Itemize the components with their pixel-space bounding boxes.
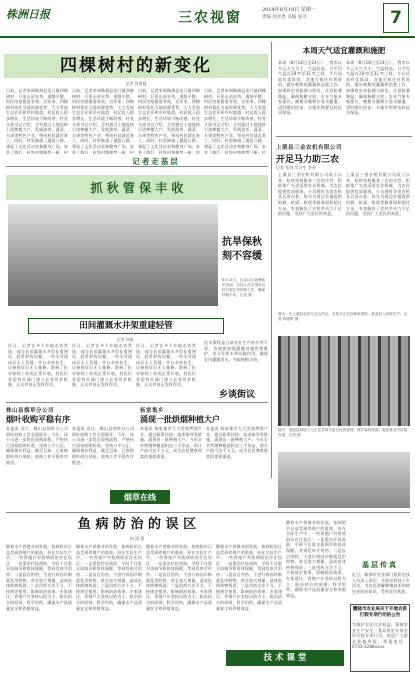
banner-body-col-1: 近日，记者在多个乡镇走访发现，部分农田灌溉水井存在重建设、轻管护的问题。一些水井建成后无人管理，井口杂草丛生，设备损坏后无人维修，影响了抗旱保秋工作的正常开展。村民们希望有关部门建立长效管护机制，让水井真正发挥作用。 <box>8 343 68 388</box>
lead-byline: 记者 肖胜藤 <box>125 81 147 86</box>
section-divider <box>276 136 412 137</box>
fish-body-col-4: 随着水产养殖业的发展，鱼病防治日益受到养殖户的重视。但在实际生产中，一些养殖户对鱼病防治存在误区：一是重治疗轻预防，平时不注重水质调节和鱼体保健，等到发病才用药；二是盲目用药，不进行病因诊断就乱用药物，甚至加大剂量，造成鱼体药物残留；三是用药方法不当，不按规定使用，影响防治效果。专家建议，养殖户应坚持以防为主、防治结合的原则，科学用药，确保水产品质量安全和养殖效益。 <box>216 544 282 611</box>
fish-body-col-2: 随着水产养殖业的发展，鱼病防治日益受到养殖户的重视。但在实际生产中，一些养殖户对鱼病防治存在误区：一是重治疗轻预防，平时不注重水质调节和鱼体保健，等到发病才用药；二是盲目用药，不进行病因诊断就乱用药物，甚至加大剂量，造成鱼体药物残留；三是用药方法不当，不按规定使用，影响防治效果。专家建议，养殖户应坚持以防为主、防治结合的原则，科学用药，确保水产品质量安全和养殖效益。 <box>76 544 142 611</box>
page-number: 7 <box>383 3 409 33</box>
section-title: 三农视窗 <box>178 10 242 26</box>
banner-body-col-2: 近日，记者在多个乡镇走访发现，部分农田灌溉水井存在重建设、轻管护的问题。一些水井建成后无人管理，井口杂草丛生，设备损坏后无人维修，影响了抗旱保秋工作的正常开展。村民们希望有关部门建立长效管护机制，让水井真正发挥作用。 <box>72 343 132 388</box>
cooperative-byline: 记者 张剑 实习生 李芳 <box>276 165 316 170</box>
village-column-body: 抗旱保秋是当前农业生产的头等大事。各地要加强灌溉设施管理维护，充分发挥水利设施作用，确保农田灌溉用水，夺取秋粮丰收。 <box>204 340 268 362</box>
farm-photo <box>8 204 218 306</box>
weather-body-col-1: 本周（8月18日至24日），我市以多云天气为主，气温较高，日平均气温在28℃至31℃之间，午后局部有雷阵雨。各地可抓住有利时机，做好晚稻的灌溉和追肥工作，加强病虫害监测与防治，注意防暑降温，确保秋粮丰收。农业气象专家建议，晚稻分蘖期应浅水勤灌，适时晒田控苗；旱地作物要及时抗旱保苗。 <box>278 60 342 116</box>
grassroots-body: 近日，株洲市农业部门组织农技人员深入基层，开展送科技下乡活动，为农民讲解种植技术和病虫害防治知识，受到农民欢迎。 <box>352 572 410 594</box>
cooperative-caption: 图为：在上栗县农机专业合作社，农机手正在检修收割机，准备投入秋收生产。记者 林建辉 摄 <box>278 312 408 321</box>
fish-body-col-3: 随着水产养殖业的发展，鱼病防治日益受到养殖户的重视。但在实际生产中，一些养殖户对鱼病防治存在误区：一是重治疗轻预防，平时不注重水质调节和鱼体保健，等到发病才用药；二是盲目用药，不进行病因诊断就乱用药物，甚至加大剂量，造成鱼体药物残留；三是用药方法不当，不按规定使用，影响防治效果。专家建议，养殖户应坚持以防为主、防治结合的原则，科学用药，确保水产品质量安全和养殖效益。 <box>146 544 212 611</box>
fish-title: 鱼 病 防 治 的 误 区 <box>77 517 197 532</box>
cooperative-body-col-1: 上栗县三金农机有限公司成立以来，始终坚持服务三农的宗旨，积极推广先进适用农业机械，为农民提供优质服务。公司拥有各类农机具百余台套，每年为周边乡镇提供机耕、机插、机收等服务面积超过万亩，有效解决了农村劳动力不足的问题，受到广大农民的欢迎。 <box>278 172 342 217</box>
notice-title: 醴陵市农业局关于开展农资打假专项行动的公告 <box>353 607 407 618</box>
tobacco-body-left: 本报讯 近日，株山县烟草分公司烟叶收购工作全面展开。今年，该公司进一步优化收购流程，严格执行国家收购标准，坚持公平公正，确保烟农利益。截至目前，已收购烟叶两万余担，收购工作平稳有序推进。 <box>6 426 68 465</box>
tech-class-label: 技 术 课 堂 <box>226 650 344 666</box>
cooperative-title: 开足马力助三农 <box>276 155 340 165</box>
reporter-column-rule <box>6 166 268 167</box>
tobacco-body-left-col-2: 本报讯 近日，株山县烟草分公司烟叶收购工作全面展开。今年，该公司进一步优化收购流程，严格执行国家收购标准，坚持公平公正，确保烟农利益。截至目前，已收购烟叶两万余担，收购工作平稳有序推进。 <box>72 426 134 465</box>
forest-caption: 图为：炎陵县林场工人正在对林木进行抚育管理，保护森林资源，促进林业可持续发展。记者 摄 <box>278 428 408 437</box>
grassroots-label: 基层传真 <box>362 560 398 569</box>
forest-photo <box>278 336 410 426</box>
lead-body-col-1: 日前，记者来到株洲县龙门镇四棵树村，只见山清水秀，道路平整，村民房屋错落有致。近年来，四棵树村依托当地资源优势，大力发展生态农业和乡村旅游，村民收入稳步增长，生活环境不断改善。村党支部书记介绍，全村通过土地流转引进种植大户，发展油茶、蔬菜、水果等特色产业，带动村民就近务工。同时，村里修通了通组公路，建起了文化活动室和健身广场，安装了路灯，村容村貌焕然一新。村 <box>6 88 68 154</box>
column-divider <box>271 42 272 478</box>
notice-body: 为维护农民合法权益，保障农业生产安全，我局决定开展农资打假专项行动，欢迎广大群众积极举报。举报电话：0733-2288xxxx <box>352 622 408 650</box>
lower-divider <box>6 512 410 513</box>
weather-body-col-2: 本周（8月18日至24日），我市以多云天气为主，气温较高，日平均气温在28℃至31℃之间，午后局部有雷阵雨。各地可抓住有利时机，做好晚稻的灌溉和追肥工作，加强病虫害监测与防治，注意防暑降温，确保秋粮丰收。农业气象专家建议，晚稻分蘖期应浅水勤灌，适时晒田控苗；旱地作物要及时抗旱保苗。 <box>346 60 410 116</box>
lead-title: 四棵树村的新变化 <box>60 56 212 76</box>
reporter-column-label: 记者走基层 <box>132 157 180 166</box>
smoke-online-label: 烟草在线 <box>110 490 170 504</box>
tobacco-kicker-mid: 杨家集乡 <box>140 408 165 414</box>
banner-body-col-3: 近日，记者在多个乡镇走访发现，部分农田灌溉水井存在重建设、轻管护的问题。一些水井建成后无人管理，井口杂草丛生，设备损坏后无人维修，影响了抗旱保秋工作的正常开展。村民们希望有关部门建立长效管护机制，让水井真正发挥作用。 <box>136 343 196 388</box>
banner-side-text: 抗旱保秋 刻不容缓 <box>222 237 262 262</box>
bottom-right-photo <box>278 452 410 508</box>
banner-byline: 记者 何俊 <box>116 337 134 342</box>
editor-credit: 责编 何水香 美编 易可 <box>262 15 307 20</box>
tobacco-kicker-left: 株山县烟草分公司 <box>6 408 55 414</box>
tobacco-body-mid-col-2: 本报讯 杨家集乡大力发展烤烟产业，通过政策扶持、技术指导等措施，涌现出一批种植大户。今年全乡烤烟种植面积达三千余亩，预计产值可达千万元，成为农民增收致富的重要渠道。 <box>206 426 268 459</box>
tobacco-body-mid: 本报讯 杨家集乡大力发展烤烟产业，通过政策扶持、技术指导等措施，涌现出一批种植大户。今年全乡烤烟种植面积达三千余亩，预计产值可达千万元，成为农民增收致富的重要渠道。 <box>140 426 202 459</box>
banner-subtitle: 田间灌溉水井架重建轻管 <box>79 321 173 331</box>
issue-date: 2014年8月18日 星期一 <box>262 7 316 13</box>
farm-photo-caption: 8月13日，在渌口区南洲镇的田间，农技人员正指导农民开展抗旱保秋工作，确保秋粮丰收。记者 摄 <box>222 278 266 297</box>
cooperative-body-col-2: 上栗县三金农机有限公司成立以来，始终坚持服务三农的宗旨，积极推广先进适用农业机械，为农民提供优质服务。公司拥有各类农机具百余台套，每年为周边乡镇提供机耕、机插、机收等服务面积超过万亩，有效解决了农村劳动力不足的问题，受到广大农民的欢迎。 <box>346 172 410 217</box>
cooperative-kicker: 上栗县三金农机有限公司 <box>276 145 343 151</box>
paper-name: 株洲日报 <box>6 8 50 21</box>
fish-body-col-5: 随着水产养殖业的发展，鱼病防治日益受到养殖户的重视。但在实际生产中，一些养殖户对鱼病防治存在误区：一是重治疗轻预防，平时不注重水质调节和鱼体保健，等到发病才用药；二是盲目用药，不进行病因诊断就乱用药物，甚至加大剂量，造成鱼体药物残留；三是用药方法不当，不按规定使用，影响防治效果。专家建议，养殖户应坚持以防为主、防治结合的原则，科学用药，确保水产品质量安全和养殖效益。 <box>286 520 346 598</box>
fish-byline: 何 国 强 <box>129 536 145 541</box>
village-column-title: 乡谈街议 <box>218 390 255 400</box>
weather-title: 本周天气适宜灌溉和施肥 <box>302 46 386 55</box>
tobacco-title-left: 烟叶收购平稳有序 <box>6 414 70 424</box>
lead-body-col-4: 日前，记者来到株洲县龙门镇四棵树村，只见山清水秀，道路平整，村民房屋错落有致。近年来，四棵树村依托当地资源优势，大力发展生态农业和乡村旅游，村民收入稳步增长，生活环境不断改善。村党支部书记介绍，全村通过土地流转引进种植大户，发展油茶、蔬菜、水果等特色产业，带动村民就近务工。同时，村里修通了通组公路，建起了文化活动室和健身广场，安装了路灯，村容村貌焕然一新。村 <box>204 88 266 154</box>
banner-title: 抓 秋 管 保 丰 收 <box>90 181 184 195</box>
tobacco-title-mid: 涌现一批烘烟种植大户 <box>140 414 220 424</box>
middle-divider <box>6 402 268 403</box>
lead-body-col-2: 日前，记者来到株洲县龙门镇四棵树村，只见山清水秀，道路平整，村民房屋错落有致。近年来，四棵树村依托当地资源优势，大力发展生态农业和乡村旅游，村民收入稳步增长，生活环境不断改善。村党支部书记介绍，全村通过土地流转引进种植大户，发展油茶、蔬菜、水果等特色产业，带动村民就近务工。同时，村里修通了通组公路，建起了文化活动室和健身广场，安装了路灯，村容村貌焕然一新。村 <box>72 88 134 154</box>
fish-body-col-1: 随着水产养殖业的发展，鱼病防治日益受到养殖户的重视。但在实际生产中，一些养殖户对鱼病防治存在误区：一是重治疗轻预防，平时不注重水质调节和鱼体保健，等到发病才用药；二是盲目用药，不进行病因诊断就乱用药物，甚至加大剂量，造成鱼体药物残留；三是用药方法不当，不按规定使用，影响防治效果。专家建议，养殖户应坚持以防为主、防治结合的原则，科学用药，确保水产品质量安全和养殖效益。 <box>6 544 72 611</box>
lead-body-col-3: 日前，记者来到株洲县龙门镇四棵树村，只见山清水秀，道路平整，村民房屋错落有致。近年来，四棵树村依托当地资源优势，大力发展生态农业和乡村旅游，村民收入稳步增长，生活环境不断改善。村党支部书记介绍，全村通过土地流转引进种植大户，发展油茶、蔬菜、水果等特色产业，带动村民就近务工。同时，村里修通了通组公路，建起了文化活动室和健身广场，安装了路灯，村容村貌焕然一新。村 <box>138 88 200 154</box>
masthead <box>0 0 415 38</box>
